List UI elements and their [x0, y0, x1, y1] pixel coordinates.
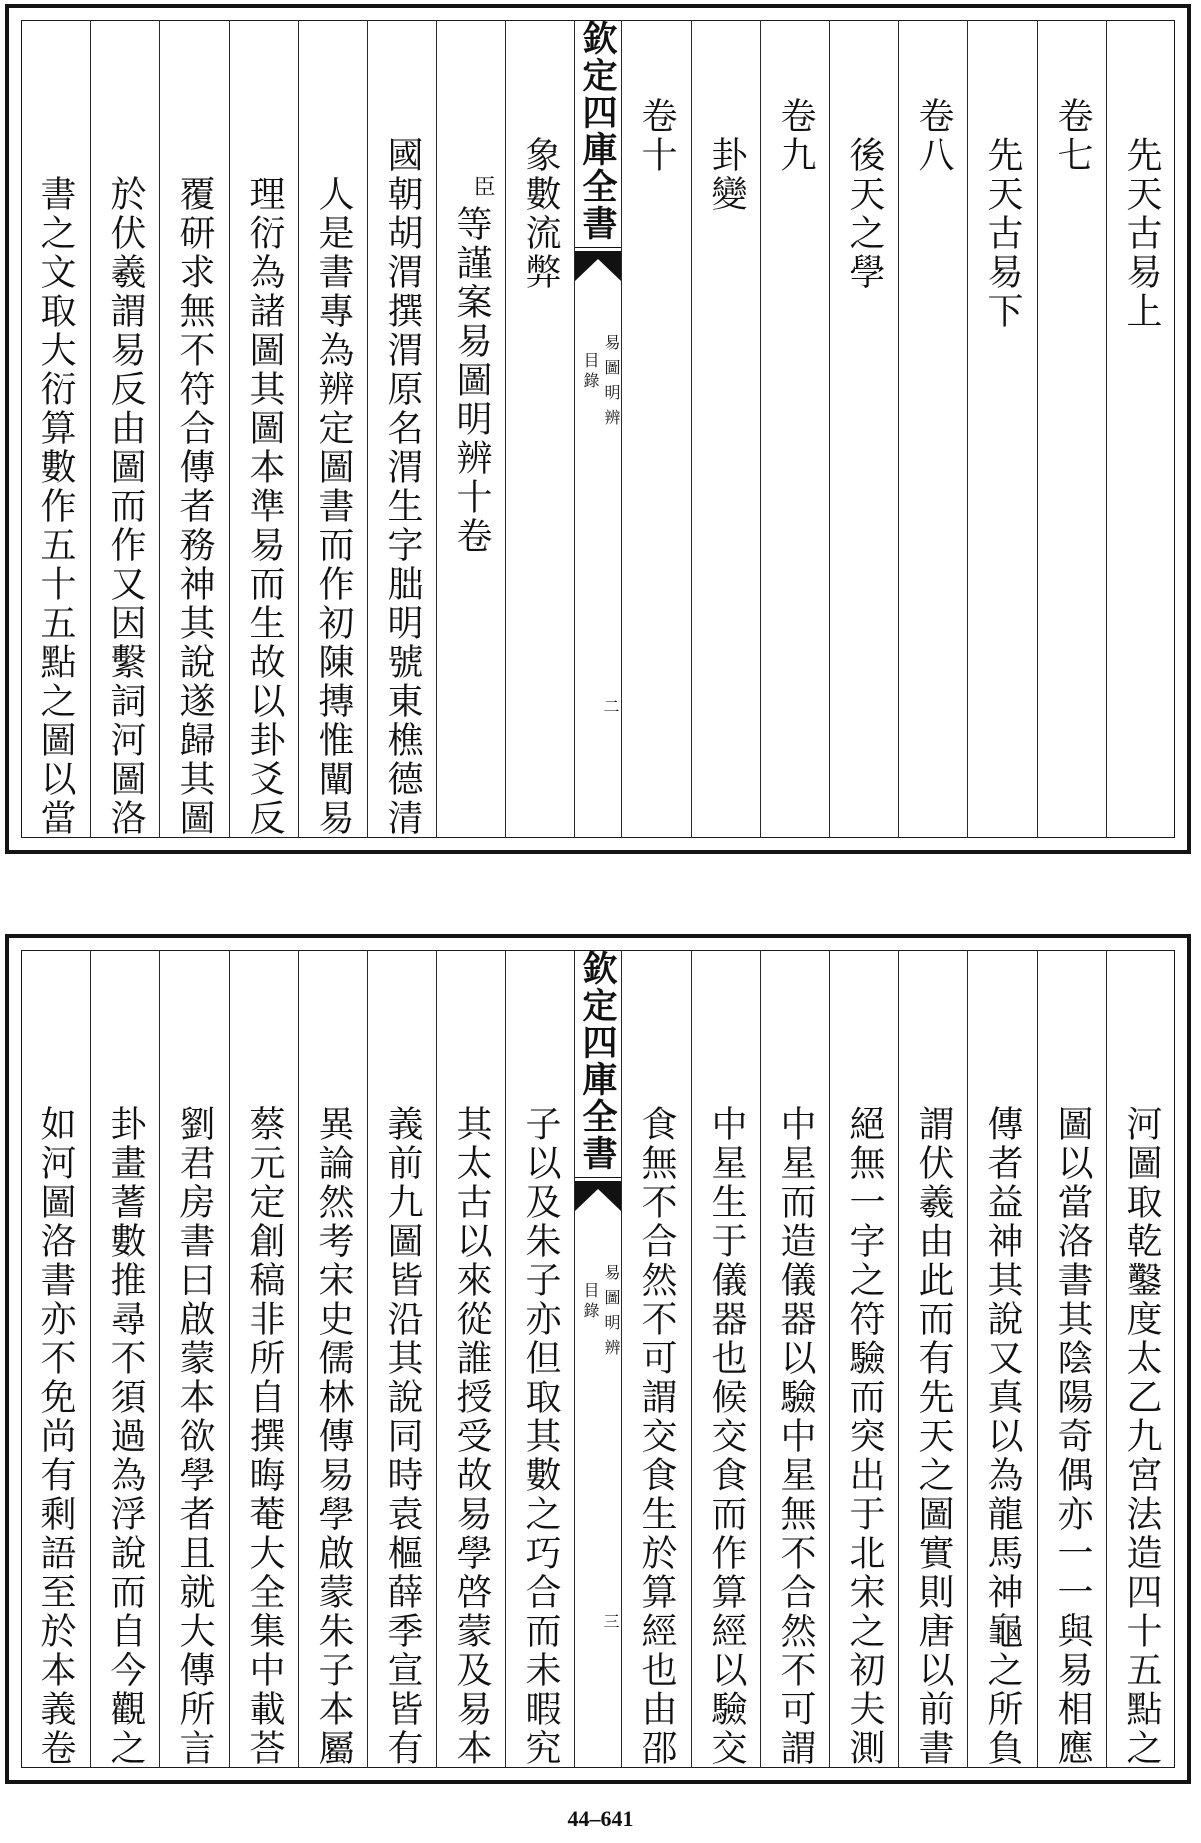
chapter-title: 象數流弊	[520, 136, 561, 292]
summary-text: 於伏羲謂易反由圖而作又因繫詞河圖洛	[105, 175, 146, 838]
text-column	[21, 20, 90, 838]
fishtail-mark	[575, 251, 621, 285]
text-column	[229, 950, 298, 1768]
fold-title: 欽定四庫全書	[577, 950, 618, 1172]
text-column	[505, 950, 574, 1768]
summary-text: 異論然考宋史儒林傳易學啟蒙朱子本屬	[313, 1105, 354, 1768]
page-panel-top	[5, 4, 1191, 854]
summary-text: 絕無一字之符驗而突出于北宋之初夫測	[844, 1105, 885, 1768]
fold-book-title: 易圖明辨	[602, 1264, 621, 1364]
fold-book-title: 易圖明辨	[602, 334, 621, 434]
summary-text: 理衍為諸圖其圖本準易而生故以卦爻反	[244, 175, 285, 838]
text-column	[298, 950, 367, 1768]
text-column	[436, 20, 505, 838]
fold-title: 欽定四庫全書	[577, 20, 618, 242]
text-column	[21, 950, 90, 1768]
fold-section-label: 目錄	[581, 352, 600, 392]
summary-text: 等謹案易圖明辨十卷	[451, 205, 492, 556]
fold-page-number: 二	[601, 698, 620, 714]
text-column	[1106, 20, 1175, 838]
volume-label: 卷八	[913, 97, 954, 175]
text-column	[691, 20, 760, 838]
text-column	[367, 20, 436, 838]
summary-text: 國朝胡渭撰渭原名渭生字朏明號東樵德清	[382, 136, 423, 838]
text-column	[967, 950, 1036, 1768]
summary-text: 謂伏羲由此而有先天之圖實則唐以前書	[913, 1105, 954, 1768]
page-footer-number: 44–641	[567, 1806, 634, 1831]
summary-column	[437, 175, 505, 556]
text-column	[159, 950, 228, 1768]
summary-text: 卦畫蓍數推尋不須過為浮說而自今觀之	[105, 1105, 146, 1768]
text-column	[298, 20, 367, 838]
summary-text: 子以及朱子亦但取其數之巧合而未暇究	[520, 1105, 561, 1768]
page-panel-bottom	[5, 934, 1191, 1784]
text-column	[621, 950, 690, 1768]
text-column	[691, 950, 760, 1768]
summary-text: 傳者益神其說又真以為龍馬神龜之所負	[982, 1105, 1023, 1768]
fold-rule	[575, 1177, 621, 1178]
fishtail-mark	[575, 1181, 621, 1215]
volume-label: 卷十	[636, 97, 677, 175]
fold-rule	[575, 247, 621, 248]
text-column	[229, 20, 298, 838]
summary-text: 圖以當洛書其陰陽奇偶亦一一與易相應	[1052, 1105, 1093, 1768]
chapter-title: 先天古易上	[1121, 136, 1162, 331]
text-column	[90, 20, 159, 838]
summary-text: 人是書專為辨定圖書而作初陳摶惟闡易	[313, 175, 354, 838]
chapter-title: 先天古易下	[982, 136, 1023, 331]
fold-page-number: 三	[601, 1613, 620, 1629]
text-column	[1106, 950, 1175, 1768]
summary-text: 覆研求無不符合傳者務神其說遂歸其圖	[174, 175, 215, 838]
text-column	[1037, 950, 1106, 1768]
summary-text: 書之文取大衍算數作五十五點之圖以當	[35, 175, 76, 838]
text-column	[829, 20, 898, 838]
text-column	[1037, 20, 1106, 838]
text-column	[760, 20, 829, 838]
fold-section-label: 目錄	[581, 1282, 600, 1322]
chapter-title: 卦變	[706, 136, 747, 214]
text-column	[621, 20, 690, 838]
summary-text: 劉君房書曰啟蒙本欲學者且就大傳所言	[174, 1105, 215, 1768]
text-column	[367, 950, 436, 1768]
text-column	[898, 950, 967, 1768]
summary-text: 河圖取乾鑿度太乙九宮法造四十五點之	[1121, 1105, 1162, 1768]
volume-label: 卷九	[775, 97, 816, 175]
fold-column	[574, 20, 621, 838]
text-column	[760, 950, 829, 1768]
chapter-title: 後天之學	[844, 136, 885, 292]
text-column	[505, 20, 574, 838]
summary-text: 義前九圖皆沿其說同時袁樞薛季宣皆有	[382, 1105, 423, 1768]
text-column	[159, 20, 228, 838]
text-column	[898, 20, 967, 838]
summary-text: 如河圖洛書亦不免尚有剩語至於本義卷	[35, 1105, 76, 1768]
summary-text: 蔡元定創稿非所自撰晦菴大全集中載荅	[244, 1105, 285, 1768]
text-column	[436, 950, 505, 1768]
fold-column	[574, 950, 621, 1768]
summary-text: 中星生于儀器也候交食而作算經以驗交	[706, 1105, 747, 1768]
text-column	[829, 950, 898, 1768]
summary-text: 其太古以來從誰授受故易學啓蒙及易本	[451, 1105, 492, 1768]
text-column	[90, 950, 159, 1768]
minister-self-reference: 臣	[470, 175, 495, 205]
summary-text: 食無不合然不可謂交食生於算經也由邵	[636, 1105, 677, 1768]
volume-label: 卷七	[1052, 97, 1093, 175]
text-column	[967, 20, 1036, 838]
summary-text: 中星而造儀器以驗中星無不合然不可謂	[775, 1105, 816, 1768]
